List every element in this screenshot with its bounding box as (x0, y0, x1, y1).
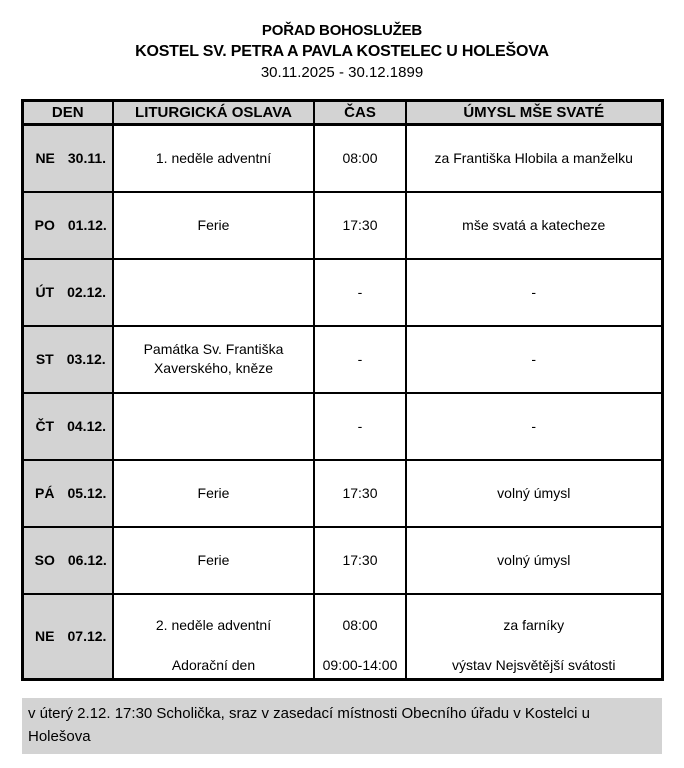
footer-note: v úterý 2.12. 17:30 Scholička, sraz v zasedací místnosti Obecního úřadu v Kostelci u Holešova (22, 698, 662, 754)
day-cell (22, 326, 113, 393)
time-cell: 08:00 (314, 125, 406, 192)
table-row (22, 326, 662, 393)
day-abbr: PO (34, 217, 55, 233)
time-line2: 09:00-14:00 (322, 657, 398, 674)
page-title: POŘAD BOHOSLUŽEB (261, 22, 423, 39)
day-date: 01.12. (67, 217, 107, 233)
celebration-cell (113, 259, 314, 326)
col-header-cas: ČAS (314, 101, 406, 125)
day-abbr: ÚT (35, 284, 55, 300)
day-abbr: ST (35, 351, 54, 367)
time-cell: 17:30 (314, 460, 406, 527)
day-abbr: SO (34, 552, 55, 568)
table-row (22, 594, 662, 680)
day-date: 06.12. (67, 552, 107, 568)
table-row (22, 259, 662, 326)
schedule-table (21, 99, 664, 681)
intention-cell: za Františka Hlobila a manželku (406, 125, 662, 192)
day-date: 07.12. (67, 628, 107, 645)
table-row (22, 527, 662, 594)
intention-cell: mše svatá a katecheze (406, 192, 662, 259)
time-cell (314, 594, 406, 680)
time-cell: - (314, 393, 406, 460)
day-date: 04.12. (67, 418, 107, 434)
celebration-line2: Adorační den (171, 657, 256, 674)
celebration-cell: Ferie (113, 460, 314, 527)
day-cell (22, 594, 113, 680)
celebration-cell: Ferie (113, 527, 314, 594)
day-cell (22, 460, 113, 527)
day-cell (22, 527, 113, 594)
celebration-cell: 1. neděle adventní (113, 125, 314, 192)
celebration-line1: 2. neděle adventní (155, 617, 272, 634)
table-row (22, 192, 662, 259)
day-date: 30.11. (67, 150, 107, 167)
table-header-row (22, 101, 662, 125)
date-range: 30.11.2025 - 30.12.1899 (260, 64, 424, 81)
time-cell: - (314, 326, 406, 393)
col-header-liturgicka-oslava: LITURGICKÁ OSLAVA (113, 101, 314, 125)
day-abbr: ČT (35, 418, 55, 434)
time-line1: 08:00 (342, 617, 378, 634)
col-header-den: DEN (22, 101, 113, 125)
document-header (0, 20, 684, 83)
intention-cell: - (406, 259, 662, 326)
day-date: 02.12. (67, 284, 107, 300)
celebration-cell: Ferie (113, 192, 314, 259)
intention-line1: za farníky (503, 617, 565, 634)
time-cell: 17:30 (314, 527, 406, 594)
table-row (22, 460, 662, 527)
day-date: 03.12. (66, 351, 106, 367)
intention-line2: výstav Nejsvětější svátosti (452, 657, 616, 674)
day-abbr: PÁ (35, 485, 55, 501)
table-row (22, 125, 662, 192)
day-cell (22, 125, 113, 192)
table-row (22, 393, 662, 460)
page-subtitle: KOSTEL SV. PETRA A PAVLA KOSTELEC U HOLEŠOVA (135, 43, 549, 60)
celebration-cell: Památka Sv. Františka Xaverského, kněze (113, 326, 314, 393)
day-abbr: NE (35, 150, 55, 167)
celebration-cell (113, 393, 314, 460)
day-date: 05.12. (67, 485, 107, 501)
day-cell (22, 259, 113, 326)
intention-cell (406, 594, 662, 680)
time-cell: - (314, 259, 406, 326)
intention-cell: - (406, 326, 662, 393)
day-cell (22, 393, 113, 460)
intention-cell: - (406, 393, 662, 460)
day-cell (22, 192, 113, 259)
day-abbr: NE (35, 628, 55, 645)
celebration-cell (113, 594, 314, 680)
col-header-umysl: ÚMYSL MŠE SVATÉ (406, 101, 662, 125)
time-cell: 17:30 (314, 192, 406, 259)
intention-cell: volný úmysl (406, 527, 662, 594)
intention-cell: volný úmysl (406, 460, 662, 527)
